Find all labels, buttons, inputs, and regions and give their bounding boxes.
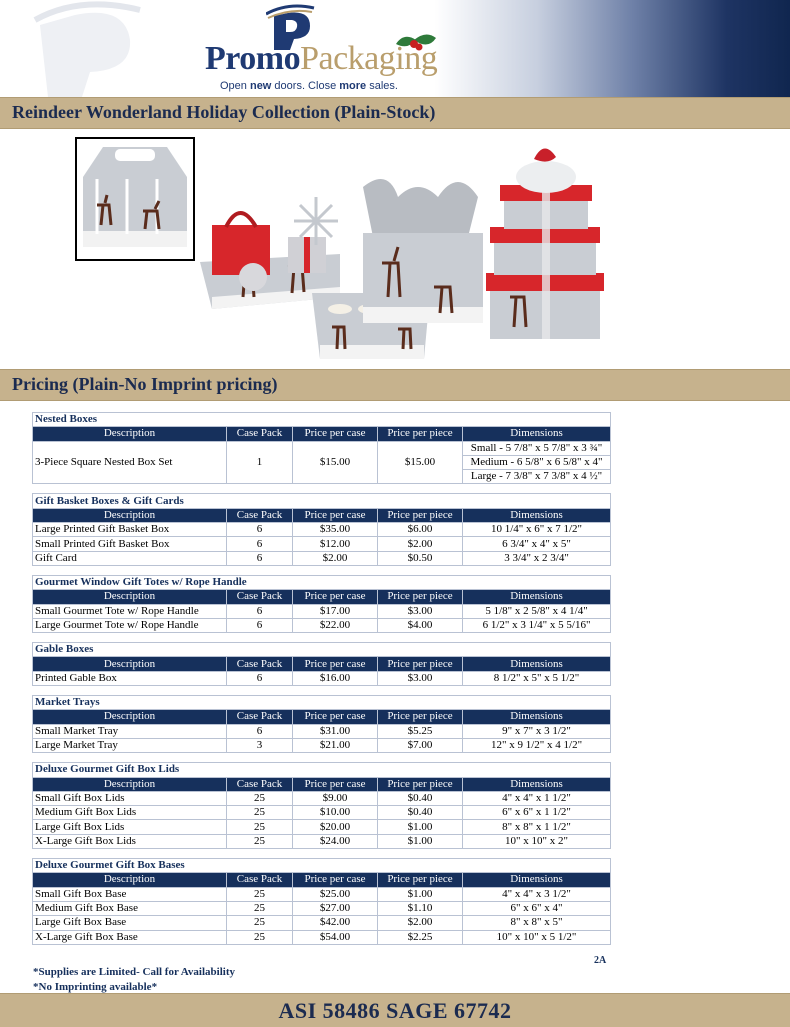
tagline-part: sales. bbox=[366, 80, 398, 92]
row-price-piece: $4.00 bbox=[378, 618, 463, 632]
row-dimensions: 6" x 6" x 4" bbox=[463, 901, 611, 915]
brand-wordmark bbox=[205, 40, 437, 78]
column-header: Price per case bbox=[293, 777, 378, 791]
table-row bbox=[33, 901, 611, 915]
table-row bbox=[33, 806, 611, 820]
product-group-table bbox=[32, 858, 611, 945]
table-row bbox=[33, 523, 611, 537]
column-header: Price per case bbox=[293, 508, 378, 522]
row-description: Gift Card bbox=[33, 551, 227, 565]
row-description: Small Gift Box Base bbox=[33, 887, 227, 901]
imprint-note: *No Imprinting available* bbox=[33, 981, 158, 993]
table-header-row bbox=[33, 710, 611, 724]
row-price-piece: $1.00 bbox=[378, 834, 463, 848]
row-price-piece: $6.00 bbox=[378, 523, 463, 537]
column-header: Description bbox=[33, 777, 227, 791]
row-price-case: $10.00 bbox=[293, 806, 378, 820]
row-description: Large Gift Box Lids bbox=[33, 820, 227, 834]
row-case-pack: 25 bbox=[227, 820, 293, 834]
watermark-logo-icon bbox=[30, 0, 150, 97]
table-header-row bbox=[33, 873, 611, 887]
row-description: X-Large Gift Box Base bbox=[33, 930, 227, 944]
table-row bbox=[33, 618, 611, 632]
row-price-piece: $1.00 bbox=[378, 887, 463, 901]
row-description: Medium Gift Box Base bbox=[33, 901, 227, 915]
row-description: Large Gift Box Base bbox=[33, 916, 227, 930]
row-dimensions: 8 1/2" x 5" x 5 1/2" bbox=[463, 671, 611, 685]
table-row bbox=[33, 930, 611, 944]
column-header: Price per case bbox=[293, 873, 378, 887]
column-header: Price per piece bbox=[378, 873, 463, 887]
row-dimensions: 10 1/4" x 6" x 7 1/2" bbox=[463, 523, 611, 537]
column-header: Price per piece bbox=[378, 508, 463, 522]
column-header: Price per case bbox=[293, 590, 378, 604]
column-header: Price per piece bbox=[378, 427, 463, 441]
row-dimensions: 10" x 10" x 5 1/2" bbox=[463, 930, 611, 944]
row-price-case: $9.00 bbox=[293, 791, 378, 805]
brand-name-packaging: Packaging bbox=[300, 40, 438, 77]
collection-title: Reindeer Wonderland Holiday Collection (Plain-Stock) bbox=[12, 102, 436, 122]
group-title: Gable Boxes bbox=[33, 643, 611, 657]
tagline-part: new bbox=[249, 80, 272, 92]
column-header: Price per piece bbox=[378, 590, 463, 604]
column-header: Description bbox=[33, 508, 227, 522]
row-price-piece: $5.25 bbox=[378, 724, 463, 738]
row-price-piece: $7.00 bbox=[378, 738, 463, 752]
row-description: Small Gift Box Lids bbox=[33, 791, 227, 805]
row-case-pack: 6 bbox=[227, 604, 293, 618]
row-dimensions: 4" x 4" x 3 1/2" bbox=[463, 887, 611, 901]
row-price-case: $16.00 bbox=[293, 671, 378, 685]
collection-title-bar bbox=[0, 97, 790, 129]
row-dimensions: 6 1/2" x 3 1/4" x 5 5/16" bbox=[463, 618, 611, 632]
row-dimensions: 6 3/4" x 4" x 5" bbox=[463, 537, 611, 551]
column-header: Price per piece bbox=[378, 657, 463, 671]
table-row bbox=[33, 887, 611, 901]
column-header: Description bbox=[33, 590, 227, 604]
row-price-piece: $3.00 bbox=[378, 671, 463, 685]
row-price-piece: $1.00 bbox=[378, 820, 463, 834]
row-description: Large Printed Gift Basket Box bbox=[33, 523, 227, 537]
row-case-pack: 6 bbox=[227, 537, 293, 551]
tagline-part: Open bbox=[220, 80, 250, 92]
row-price-case: $22.00 bbox=[293, 618, 378, 632]
row-price-piece: $0.40 bbox=[378, 791, 463, 805]
column-header: Description bbox=[33, 873, 227, 887]
row-case-pack: 6 bbox=[227, 523, 293, 537]
group-title: Deluxe Gourmet Gift Box Bases bbox=[33, 859, 611, 873]
table-header-row bbox=[33, 427, 611, 441]
pricing-title: Pricing (Plain-No Imprint pricing) bbox=[12, 374, 278, 394]
brand-tagline bbox=[220, 80, 398, 92]
row-price-case: $31.00 bbox=[293, 724, 378, 738]
row-dimensions: 12" x 9 1/2" x 4 1/2" bbox=[463, 738, 611, 752]
product-group-table bbox=[32, 575, 611, 633]
row-price-case: $42.00 bbox=[293, 916, 378, 930]
column-header: Description bbox=[33, 427, 227, 441]
column-header: Price per case bbox=[293, 710, 378, 724]
column-header: Dimensions bbox=[463, 427, 611, 441]
product-groups bbox=[32, 493, 610, 944]
row-dimensions: 6" x 6" x 1 1/2" bbox=[463, 806, 611, 820]
table-row bbox=[33, 537, 611, 551]
table-row bbox=[33, 551, 611, 565]
row-price-case: $12.00 bbox=[293, 537, 378, 551]
row-description: Large Gourmet Tote w/ Rope Handle bbox=[33, 618, 227, 632]
page-number: 2A bbox=[594, 955, 607, 966]
product-group-table bbox=[32, 493, 611, 565]
row-description: Large Market Tray bbox=[33, 738, 227, 752]
column-header: Case Pack bbox=[227, 657, 293, 671]
row-price-piece: $0.50 bbox=[378, 551, 463, 565]
column-header: Dimensions bbox=[463, 710, 611, 724]
column-header: Description bbox=[33, 710, 227, 724]
column-header: Price per piece bbox=[378, 710, 463, 724]
product-group-table bbox=[32, 642, 611, 686]
row-description: X-Large Gift Box Lids bbox=[33, 834, 227, 848]
column-header: Dimensions bbox=[463, 657, 611, 671]
column-header: Case Pack bbox=[227, 777, 293, 791]
row-dimensions: 8" x 8" x 1 1/2" bbox=[463, 820, 611, 834]
group-title: Market Trays bbox=[33, 696, 611, 710]
availability-note: *Supplies are Limited- Call for Availability bbox=[33, 966, 235, 978]
table-row bbox=[33, 738, 611, 752]
row-price-case: $27.00 bbox=[293, 901, 378, 915]
row-case-pack: 25 bbox=[227, 901, 293, 915]
row-case-pack: 25 bbox=[227, 834, 293, 848]
column-header: Dimensions bbox=[463, 873, 611, 887]
gable-box-thumbnail bbox=[75, 137, 195, 261]
product-collection-image bbox=[198, 137, 618, 367]
pricing-tables bbox=[32, 412, 610, 954]
row-price-case: $25.00 bbox=[293, 887, 378, 901]
row-price-case: $15.00 bbox=[293, 441, 378, 484]
header-banner bbox=[0, 0, 790, 97]
group-title: Gourmet Window Gift Totes w/ Rope Handle bbox=[33, 575, 611, 589]
row-case-pack: 6 bbox=[227, 671, 293, 685]
row-dimensions: 10" x 10" x 2" bbox=[463, 834, 611, 848]
row-price-case: $35.00 bbox=[293, 523, 378, 537]
table-row bbox=[33, 604, 611, 618]
row-price-case: $17.00 bbox=[293, 604, 378, 618]
product-group-table bbox=[32, 762, 611, 849]
footer-bar bbox=[0, 993, 790, 1027]
table-header-row bbox=[33, 777, 611, 791]
table-header-row bbox=[33, 657, 611, 671]
product-group-table bbox=[32, 695, 611, 753]
row-price-case: $2.00 bbox=[293, 551, 378, 565]
asi-sage-numbers: ASI 58486 SAGE 67742 bbox=[278, 998, 512, 1023]
row-case-pack: 6 bbox=[227, 551, 293, 565]
row-description: Small Printed Gift Basket Box bbox=[33, 537, 227, 551]
row-case-pack: 1 bbox=[227, 441, 293, 484]
row-description: 3-Piece Square Nested Box Set bbox=[33, 441, 227, 484]
row-price-piece: $2.00 bbox=[378, 537, 463, 551]
column-header: Case Pack bbox=[227, 590, 293, 604]
nested-boxes-table bbox=[32, 412, 611, 484]
row-description: Small Market Tray bbox=[33, 724, 227, 738]
column-header: Case Pack bbox=[227, 427, 293, 441]
row-description: Medium Gift Box Lids bbox=[33, 806, 227, 820]
table-header-row bbox=[33, 508, 611, 522]
column-header: Dimensions bbox=[463, 777, 611, 791]
table-header-row bbox=[33, 590, 611, 604]
row-case-pack: 3 bbox=[227, 738, 293, 752]
table-row bbox=[33, 834, 611, 848]
row-price-piece: $1.10 bbox=[378, 901, 463, 915]
row-case-pack: 25 bbox=[227, 916, 293, 930]
table-row bbox=[33, 441, 611, 455]
column-header: Description bbox=[33, 657, 227, 671]
row-price-piece: $3.00 bbox=[378, 604, 463, 618]
row-dimensions: 8" x 8" x 5" bbox=[463, 916, 611, 930]
column-header: Dimensions bbox=[463, 508, 611, 522]
row-price-case: $21.00 bbox=[293, 738, 378, 752]
row-price-piece: $2.00 bbox=[378, 916, 463, 930]
row-dimensions: 9" x 7" x 3 1/2" bbox=[463, 724, 611, 738]
row-dimensions: Medium - 6 5/8" x 6 5/8" x 4" bbox=[463, 455, 611, 469]
row-case-pack: 6 bbox=[227, 618, 293, 632]
tagline-part: doors. Close bbox=[271, 80, 340, 92]
row-case-pack: 25 bbox=[227, 930, 293, 944]
row-case-pack: 25 bbox=[227, 791, 293, 805]
column-header: Price per piece bbox=[378, 777, 463, 791]
column-header: Dimensions bbox=[463, 590, 611, 604]
table-row bbox=[33, 791, 611, 805]
column-header: Case Pack bbox=[227, 873, 293, 887]
row-price-case: $20.00 bbox=[293, 820, 378, 834]
row-price-case: $54.00 bbox=[293, 930, 378, 944]
group-title: Nested Boxes bbox=[33, 413, 611, 427]
row-dimensions: Large - 7 3/8" x 7 3/8" x 4 ½" bbox=[463, 470, 611, 484]
row-dimensions: 5 1/8" x 2 5/8" x 4 1/4" bbox=[463, 604, 611, 618]
column-header: Price per case bbox=[293, 657, 378, 671]
tagline-part: more bbox=[339, 80, 367, 92]
row-price-piece: $15.00 bbox=[378, 441, 463, 484]
pricing-title-bar bbox=[0, 369, 790, 401]
row-dimensions: 4" x 4" x 1 1/2" bbox=[463, 791, 611, 805]
row-dimensions: 3 3/4" x 2 3/4" bbox=[463, 551, 611, 565]
row-price-piece: $0.40 bbox=[378, 806, 463, 820]
group-title: Gift Basket Boxes & Gift Cards bbox=[33, 494, 611, 508]
row-description: Printed Gable Box bbox=[33, 671, 227, 685]
table-row bbox=[33, 916, 611, 930]
gable-box-image bbox=[77, 139, 193, 259]
table-row bbox=[33, 820, 611, 834]
table-row bbox=[33, 671, 611, 685]
row-price-piece: $2.25 bbox=[378, 930, 463, 944]
table-row bbox=[33, 724, 611, 738]
column-header: Price per case bbox=[293, 427, 378, 441]
row-dimensions: Small - 5 7/8" x 5 7/8" x 3 ¾" bbox=[463, 441, 611, 455]
row-case-pack: 6 bbox=[227, 724, 293, 738]
column-header: Case Pack bbox=[227, 508, 293, 522]
row-description: Small Gourmet Tote w/ Rope Handle bbox=[33, 604, 227, 618]
row-case-pack: 25 bbox=[227, 887, 293, 901]
row-case-pack: 25 bbox=[227, 806, 293, 820]
group-title: Deluxe Gourmet Gift Box Lids bbox=[33, 763, 611, 777]
column-header: Case Pack bbox=[227, 710, 293, 724]
brand-name-promo: Promo bbox=[205, 40, 301, 77]
row-price-case: $24.00 bbox=[293, 834, 378, 848]
